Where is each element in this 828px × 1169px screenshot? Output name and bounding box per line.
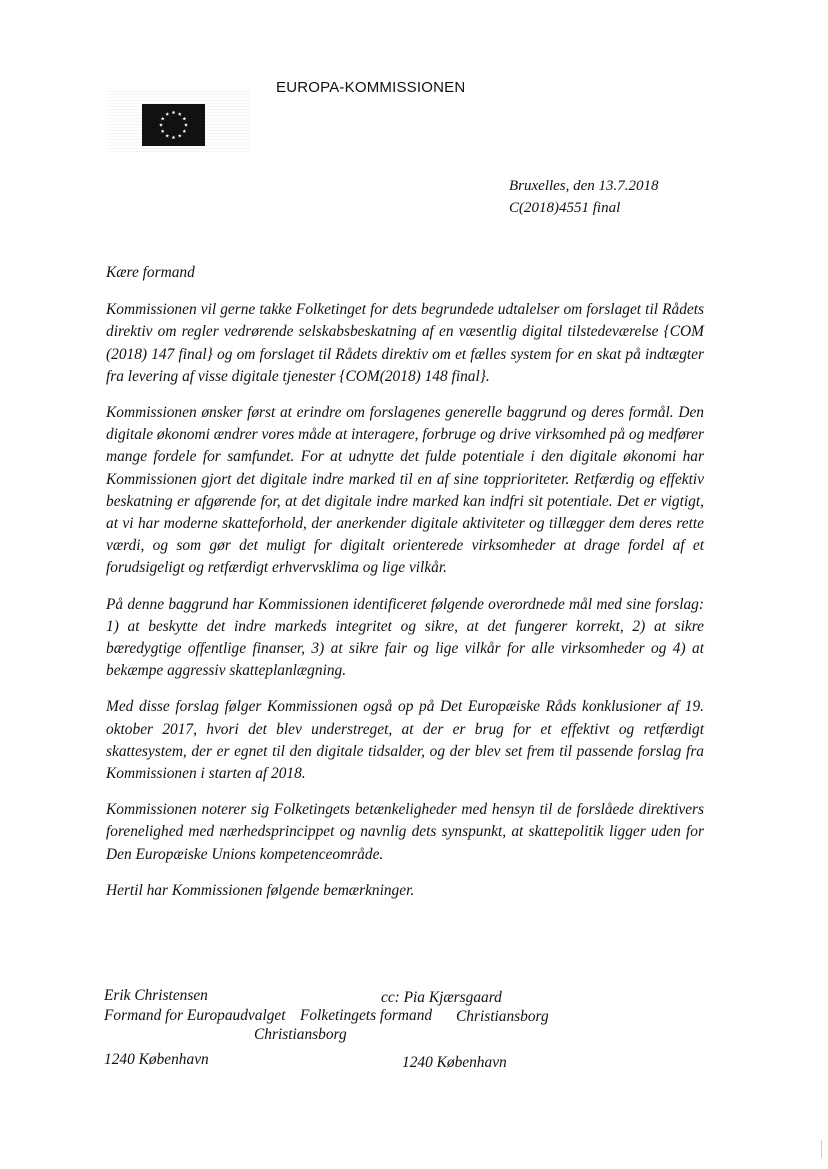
- cc-title: Folketingets formand: [300, 1007, 433, 1024]
- organization-name: EUROPA-KOMMISSIONEN: [276, 79, 466, 96]
- eu-flag-graphic: [142, 104, 205, 146]
- cc-city: 1240 København: [402, 1054, 507, 1071]
- place-date: Bruxelles, den 13.7.2018: [509, 178, 659, 194]
- recipient-address: Christiansborg: [254, 1026, 347, 1043]
- recipient-city: 1240 København: [104, 1051, 209, 1068]
- recipient-name: Erik Christensen: [104, 987, 208, 1004]
- paragraph-5: Kommissionen noterer sig Folketingets betænkeligheder med hensyn til de forslåede direktivers forenelighed med nærhedsprincippet og navnlig dets synspunkt, at skattepolitik ligger uden for Den Europæiske Unions kompetenceområde.: [106, 801, 704, 863]
- signature-block: [104, 987, 624, 1087]
- paragraph-1: Kommissionen vil gerne takke Folketinget for dets begrundede udtalelser om forslaget til Rådets direktiv om regler vedrørende selskabsbeskatning af en væsentlig digital tilstedeværelse {COM (2018) 147 final} og om forslaget til Rådets direktiv om et fælles system for en skat på indtægter fra levering af visse digitale tjenester {COM(2018) 148 final}.: [106, 301, 704, 385]
- flag-background: [142, 104, 205, 146]
- paragraph-6: Hertil har Kommissionen følgende bemærkninger.: [106, 881, 415, 899]
- document-reference: C(2018)4551 final: [509, 200, 621, 216]
- salutation: Kære formand: [106, 264, 195, 281]
- paragraph-3: På denne baggrund har Kommissionen identificeret følgende overordnede mål med sine forslag: 1) at beskytte det indre markeds integritet og sikre, at det fungerer korrekt, 2) at sikre bæredygtige offentlige finanser, 3) at sikre fair og lige vilkår for alle virksomheder og 4) at bekæmpe aggressiv skatteplanlægning.: [106, 595, 704, 680]
- scan-edge-mark: [821, 1140, 822, 1158]
- letter-body: [106, 262, 704, 916]
- paragraph-4: Med disse forslag følger Kommissionen også op på Det Europæiske Råds konklusioner af 19. oktober 2017, hvori det blev understreget, at der er brug for et effektivt og retfærdigt skattesystem, der er egnet til den digitale tidsalder, og der blev set frem til passende forslag fra Kommissionen i starten af 2018.: [106, 698, 704, 783]
- letter-meta: [509, 175, 659, 219]
- eu-flag-icon: [142, 104, 205, 146]
- recipient-title: Formand for Europaudvalget: [104, 1007, 286, 1024]
- cc-address: Christiansborg: [456, 1008, 549, 1025]
- cc-name: cc: Pia Kjærsgaard: [381, 989, 502, 1006]
- paragraph-2: Kommissionen ønsker først at erindre om forslagenes generelle baggrund og deres formål. Den digitale økonomi ændrer vores måde at interagere, forbruge og drive virksomhed på og medfører mange fordele for samfundet. For at udnytte det fulde potentiale i den digitale økonomi har Kommissionen gjort det digitale indre marked til en af sine topprioriteter. Retfærdig og effektiv beskatning er afgørende for, at det digitale indre marked kan indfri sit potentiale. Det er vigtigt, at vi har moderne skatteforhold, der anerkender digitale aktiviteter og tillægger dem deres rette værdi, og som gør det muligt for digitalt orienterede virksomheder at drage fordel af et forudsigeligt og retfærdigt erhvervsklima og lige vilkår.: [106, 404, 704, 577]
